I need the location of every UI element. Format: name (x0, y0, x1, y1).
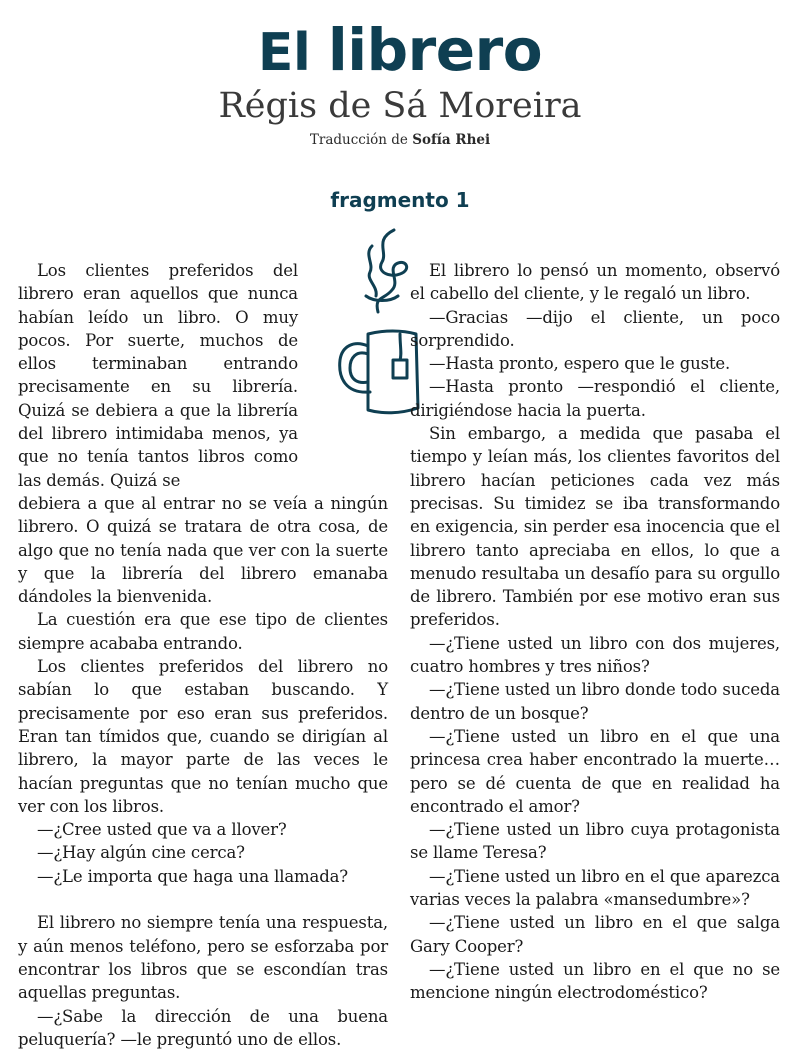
author-name: Régis de Sá Moreira (0, 84, 800, 128)
paragraph: La cuestión era que ese tipo de clientes siempre acababa entrando. (18, 608, 388, 655)
left-column (18, 259, 388, 1051)
dialogue-line: —¿Tiene usted un libro con dos mujeres, cuatro hombres y tres niños? (410, 632, 780, 679)
paragraph-intro (18, 259, 388, 608)
title-main: librero (328, 16, 542, 84)
dialogue-line: —¿Hay algún cine cerca? (18, 841, 388, 864)
dialogue-line: —Gracias —dijo el cliente, un poco sorprendido. (410, 306, 780, 353)
paragraph: Los clientes preferidos del librero no sabían lo que estaban buscando. Y precisamente por eso eran sus preferidos. Eran tan tímidos que, cuando se dirigían al librero, la mayor parte de las veces le hacían preguntas que no tenían mucho que ver con los libros. (18, 655, 388, 818)
paragraph: El librero no siempre tenía una respuesta, y aún menos teléfono, pero se esforzaba por encontrar los libros que se escondían tras aquellas preguntas. (18, 911, 388, 1004)
dialogue-line: —¿Tiene usted un libro en el que no se mencione ningún electrodoméstico? (410, 958, 780, 1005)
paragraph: Sin embargo, a medida que pasaba el tiempo y leían más, los clientes favoritos del librero hacían peticiones cada vez más precisas. Su timidez se iba transformando en exigencia, sin perder esa inocencia que el librero tanto apreciaba en ellos, lo que a menudo resultaba un desafío para su orgullo de librero. También por ese motivo eran sus preferidos. (410, 422, 780, 632)
translator-credit (0, 131, 800, 149)
translator-prefix: Traducción de (310, 132, 408, 148)
dialogue-line: —Hasta pronto, espero que le guste. (410, 352, 780, 375)
dialogue-line: —¿Cree usted que va a llover? (18, 818, 388, 841)
dialogue-line: —¿Tiene usted un libro donde todo suceda dentro de un bosque? (410, 678, 780, 725)
dialogue-line: —¿Tiene usted un libro en el que aparezca varias veces la palabra «mansedumbre»? (410, 865, 780, 912)
paragraph-intro-wide: debiera a que al entrar no se veía a ningún librero. O quizá se tratara de otra cosa, de algo que no tenía nada que ver con la suerte y que la librería del librero emanaba dándoles la bienvenida. (18, 494, 388, 606)
dialogue-line: —¿Tiene usted un libro en el que una princesa crea haber encontrado la muerte… pero se dé cuenta de que en realidad ha encontrado el amor? (410, 725, 780, 818)
section-heading: fragmento 1 (0, 187, 800, 213)
dialogue-line: —¿Le importa que haga una llamada? (18, 865, 388, 888)
translator-name: Sofía Rhei (412, 132, 490, 148)
book-title (0, 20, 800, 83)
title-article: El (258, 23, 310, 83)
paragraph: El librero lo pensó un momento, observó el cabello del cliente, y le regaló un libro. (410, 259, 780, 306)
dialogue-line: —Hasta pronto —respondió el cliente, dirigiéndose hacia la puerta. (410, 375, 780, 422)
dialogue-line: —¿Tiene usted un libro cuya protagonista se llame Teresa? (410, 818, 780, 865)
dialogue-line: —¿Tiene usted un libro en el que salga Gary Cooper? (410, 911, 780, 958)
dialogue-line: —¿Sabe la dirección de una buena peluquería? —le preguntó uno de ellos. (18, 1005, 388, 1051)
right-column (410, 259, 780, 1005)
paragraph-intro-narrow: Los clientes preferidos del librero eran aquellos que nunca habían leído un libro. O muy pocos. Por suerte, muchos de ellos terminaban entrando precisamente en su librería. Quizá se debiera a que la librería del librero intimidaba menos, ya que no tenía tantos libros como las demás. Quizá se (18, 259, 298, 492)
